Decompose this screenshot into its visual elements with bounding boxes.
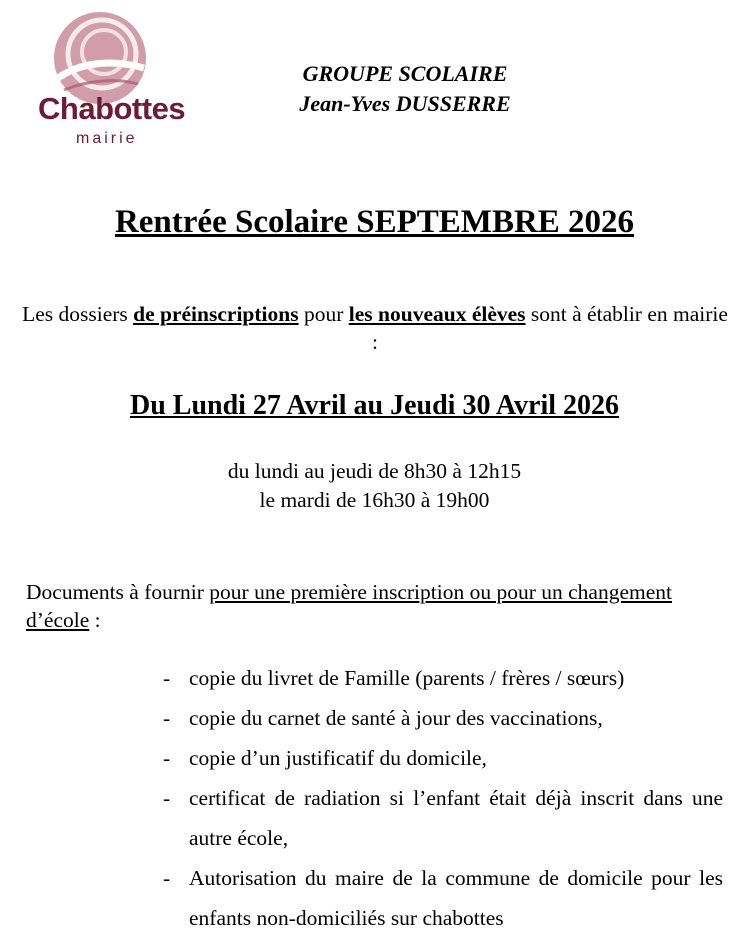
- intro-text-3: sont à établir en mairie :: [372, 302, 728, 354]
- documents-condition: pour une première inscription ou pour un changement d’école: [26, 580, 673, 632]
- intro-text-1: Les dossiers: [22, 302, 134, 326]
- list-item-text: copie d’un justificatif du domicile,: [189, 746, 487, 770]
- documents-intro: [26, 578, 726, 634]
- chabottes-logo: [18, 6, 188, 146]
- intro-text-2: pour: [298, 302, 349, 326]
- list-item: [163, 778, 723, 858]
- documents-intro-end: :: [89, 608, 101, 632]
- dash-bullet: -: [163, 706, 171, 730]
- school-name: Jean-Yves DUSSERRE: [299, 91, 511, 116]
- hours-line: du lundi au jeudi de 8h30 à 12h15: [227, 459, 522, 483]
- opening-hours: [0, 457, 749, 515]
- list-item: [163, 858, 723, 938]
- new-students-emphasis: les nouveaux élèves: [348, 302, 526, 326]
- list-item-text: certificat de radiation si l’enfant était déjà inscrit dans une autre école,: [189, 786, 723, 850]
- list-item-text: Autorisation du maire de la commune de domicile pour les enfants non-domiciliés sur chabottes: [189, 866, 723, 930]
- preinscription-emphasis: de préinscriptions: [133, 302, 299, 326]
- documents-list: [163, 658, 723, 938]
- dash-bullet: -: [163, 746, 171, 770]
- list-item: [163, 658, 723, 698]
- registration-dates: [0, 392, 749, 420]
- dash-bullet: -: [163, 866, 171, 890]
- list-item-text: copie du carnet de santé à jour des vaccinations,: [189, 706, 603, 730]
- list-item: [163, 698, 723, 738]
- documents-intro-text: Documents à fournir: [26, 580, 210, 604]
- intro-paragraph: [20, 300, 730, 356]
- page-title-text: Rentrée Scolaire SEPTEMBRE 2026: [114, 204, 635, 240]
- logo-subtitle: mairie: [76, 130, 138, 147]
- page-title: [0, 206, 749, 239]
- list-item-text: copie du livret de Famille (parents / frères / sœurs): [189, 666, 625, 690]
- logo-wordmark: Chabottes: [38, 91, 186, 126]
- hours-line: le mardi de 16h30 à 19h00: [259, 488, 490, 512]
- dash-bullet: -: [163, 666, 171, 690]
- registration-dates-text: Du Lundi 27 Avril au Jeudi 30 Avril 2026: [129, 390, 620, 421]
- school-group-label: GROUPE SCOLAIRE: [302, 61, 508, 86]
- list-item: [163, 738, 723, 778]
- dash-bullet: -: [163, 786, 171, 810]
